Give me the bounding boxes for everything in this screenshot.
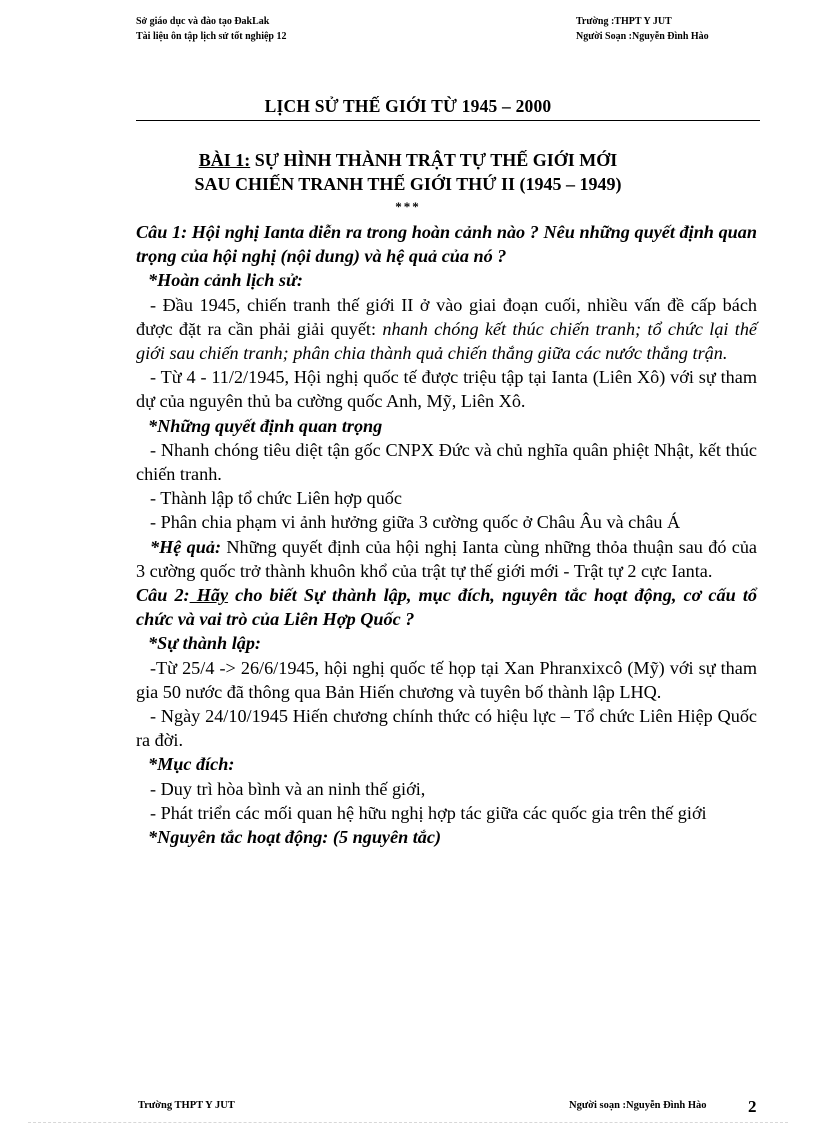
lesson-label: BÀI 1: (198, 150, 251, 170)
header-department: Sở giáo dục và đào tạo ĐakLak (136, 16, 270, 27)
lesson-heading (0, 148, 816, 196)
q2-purpose-2: - Phát triển các mối quan hệ hữu nghị hợp tác giữa các quốc gia trên thế giới (150, 802, 707, 823)
q2-principles-heading: *Nguyên tắc hoạt động: (5 nguyên tắc) (148, 827, 442, 848)
page-title: LỊCH SỬ THẾ GIỚI TỪ 1945 – 2000 (264, 96, 552, 116)
q2-founding-paragraph-2: - Ngày 24/10/1945 Hiến chương chính thức có hiệu lực – Tổ chức Liên Hiệp Quốc ra đời. (136, 706, 757, 751)
document-body (136, 220, 757, 849)
footer-school: Trường THPT Y JUT (138, 1100, 235, 1111)
q1-context-p1-text: - Đầu 1945, chiến tranh thế giới II ở vào giai đoạn cuối, nhiều vấn đề cấp bách được đặt ra cần phải giải quyết: (136, 294, 757, 339)
q1-context-paragraph-1 (136, 293, 757, 366)
q2-underlined-word: Hãy (189, 585, 229, 606)
q1-context-p1-italic: nhanh chóng kết thúc chiến tranh; tổ chức lại thế giới sau chiến tranh; phân chia thành quả chiến thắng giữa các nước thắng trận. (136, 318, 757, 364)
q1-decision-1: - Nhanh chóng tiêu diệt tận gốc CNPX Đức và chủ nghĩa quân phiệt Nhật, kết thúc chiến tranh. (136, 439, 757, 485)
header-subject: Tài liệu ôn tập lịch sử tốt nghiệp 12 (136, 31, 287, 42)
q2-founding-paragraph-1: -Từ 25/4 -> 26/6/1945, hội nghị quốc tế họp tại Xan Phranxixcô (Mỹ) với sự tham gia 50 nước đã thông qua Bản Hiến chương và tuyên bố thành lập LHQ. (136, 657, 757, 702)
q1-consequence-paragraph (136, 535, 757, 583)
page-number: 2 (748, 1097, 757, 1116)
q2-prefix: Câu 2: (136, 585, 190, 606)
q1-consequence-label: *Hệ quả: (150, 536, 222, 557)
q2-question-rest: cho biết Sự thành lập, mục đích, nguyên tắc hoạt động, cơ cấu tổ chức và vai trò của Liên Hợp Quốc ? (136, 585, 757, 630)
header-author: Người Soạn :Nguyễn Đình Hào (576, 31, 709, 42)
header-school: Trường :THPT Y JUT (576, 16, 672, 27)
lesson-title-line1: SỰ HÌNH THÀNH TRẬT TỰ THẾ GIỚI MỚI (250, 150, 618, 170)
section-separator-stars: *** (395, 199, 421, 214)
question-1: Câu 1: Hội nghị Ianta diễn ra trong hoàn cảnh nào ? Nêu những quyết định quan trọng của hội nghị (nội dung) và hệ quả của nó ? (136, 222, 757, 267)
q1-decision-3: - Phân chia phạm vi ảnh hưởng giữa 3 cường quốc ở Châu Âu và châu Á (150, 512, 681, 533)
header-right (576, 14, 709, 44)
q2-founding-heading: *Sự thành lập: (148, 633, 261, 654)
q1-context-paragraph-2: - Từ 4 - 11/2/1945, Hội nghị quốc tế được triệu tập tại Ianta (Liên Xô) với sự tham dự của nguyên thủ ba cường quốc Anh, Mỹ, Liên Xô. (136, 367, 757, 412)
q1-consequence-text: Những quyết định của hội nghị Ianta cùng những thỏa thuận sau đó của 3 cường quốc trở thành khuôn khổ của trật tự thế giới mới - Trật tự 2 cực Ianta. (136, 536, 757, 581)
q2-purpose-heading: *Mục đích: (148, 754, 235, 775)
footer-author: Người soạn :Nguyễn Đình Hào (569, 1100, 707, 1111)
question-2 (136, 583, 757, 631)
q2-purpose-1: - Duy trì hòa bình và an ninh thế giới, (150, 778, 426, 799)
q1-decision-2: - Thành lập tổ chức Liên hợp quốc (150, 488, 402, 509)
title-underline-rule (136, 120, 760, 121)
q1-decisions-heading: *Những quyết định quan trọng (148, 415, 383, 436)
header-left (136, 14, 286, 44)
q1-context-heading: *Hoàn cảnh lịch sử: (148, 270, 303, 291)
lesson-title-line2: SAU CHIẾN TRANH THẾ GIỚI THỨ II (1945 – 1949) (194, 174, 622, 194)
